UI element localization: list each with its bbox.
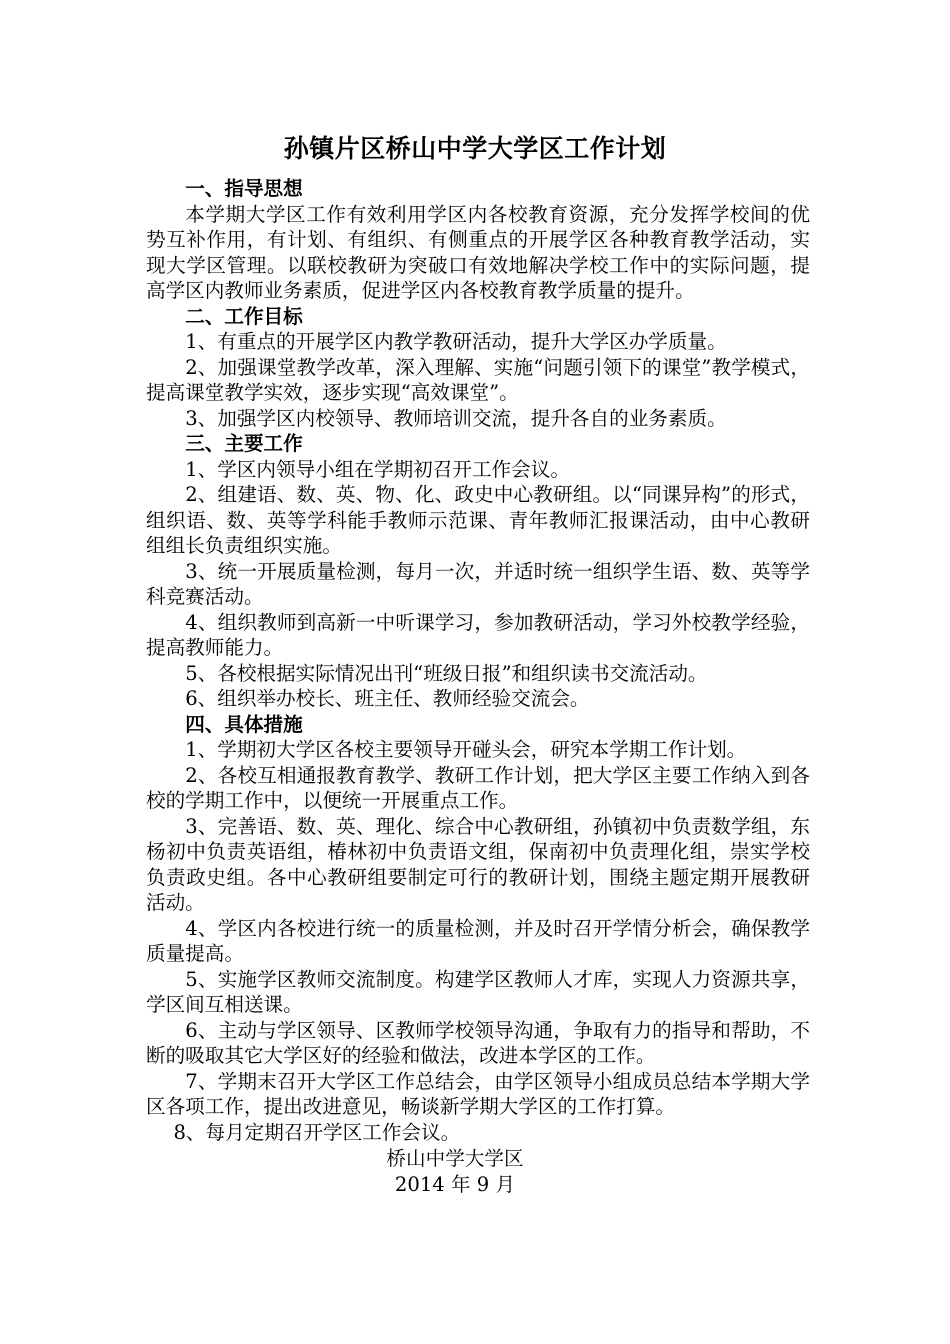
section-heading: 一、指导思想 (185, 177, 303, 200)
signature-organization: 桥山中学大学区 (386, 1147, 524, 1170)
paragraph: 4、学区内各校进行统一的质量检测，并及时召开学情分析会，确保教学质量提高。 (146, 916, 810, 965)
paragraph: 1、学区内领导小组在学期初召开工作会议。 (185, 457, 570, 481)
paragraph: 1、学期初大学区各校主要领导开碰头会，研究本学期工作计划。 (185, 738, 747, 761)
paragraph: 1、有重点的开展学区内教学教研活动，提升大学区办学质量。 (185, 330, 727, 353)
section-heading: 四、具体措施 (185, 712, 303, 736)
paragraph: 6、组织举办校长、班主任、教师经验交流会。 (185, 687, 590, 710)
section-heading: 三、主要工作 (185, 432, 303, 455)
section-heading: 二、工作目标 (185, 304, 303, 328)
paragraph: 8、每月定期召开学区工作会议。 (173, 1120, 461, 1144)
paragraph: 3、加强学区内校领导、教师培训交流，提升各自的业务素质。 (185, 406, 727, 430)
paragraph: 5、各校根据实际情况出刊“班级日报”和组织读书交流活动。 (185, 661, 708, 685)
paragraph: 2、组建语、数、英、物、化、政史中心教研组。以“同课异构”的形式，组织语、数、英等学科能手教师示范课、青年教师汇报课活动，由中心教研组组长负责组织实施。 (146, 483, 810, 557)
paragraph: 2、各校互相通报教育教学、教研工作计划，把大学区主要工作纳入到各校的学期工作中，以便统一开展重点工作。 (146, 763, 810, 812)
paragraph: 3、完善语、数、英、理化、综合中心教研组，孙镇初中负责数学组，东杨初中负责英语组，椿林初中负责语文组，保南初中负责理化组，崇实学校负责政史组。各中心教研组要制定可行的教研计划，围绕主题定期开展教研活动。 (146, 814, 810, 914)
document-body (146, 176, 810, 1145)
document-title: 孙镇片区桥山中学大学区工作计划 (283, 134, 667, 163)
paragraph: 5、实施学区教师交流制度。构建学区教师人才库，实现人力资源共享，学区间互相送课。 (146, 967, 810, 1016)
paragraph: 4、组织教师到高新一中听课学习，参加教研活动，学习外校教学经验，提高教师能力。 (146, 610, 810, 659)
paragraph: 3、统一开展质量检测，每月一次，并适时统一组织学生语、数、英等学科竞赛活动。 (146, 559, 810, 608)
paragraph: 本学期大学区工作有效利用学区内各校教育资源，充分发挥学校间的优势互补作用，有计划、有组织、有侧重点的开展学区各种教育教学活动，实现大学区管理。以联校教研为突破口有效地解决学校工作中的实际问题，提高学区内教师业务素质，促进学区内各校教育教学质量的提升。 (146, 202, 810, 302)
paragraph: 7、学期末召开大学区工作总结会，由学区领导小组成员总结本学期大学区各项工作，提出改进意见，畅谈新学期大学区的工作打算。 (146, 1069, 810, 1118)
paragraph: 2、加强课堂教学改革，深入理解、实施“问题引领下的课堂”教学模式，提高课堂教学实效，逐步实现“高效课堂”。 (146, 355, 810, 404)
paragraph: 6、主动与学区领导、区教师学校领导沟通，争取有力的指导和帮助，不断的吸取其它大学区好的经验和做法，改进本学区的工作。 (146, 1018, 810, 1067)
signature-date: 2014 年 9 月 (394, 1173, 516, 1196)
